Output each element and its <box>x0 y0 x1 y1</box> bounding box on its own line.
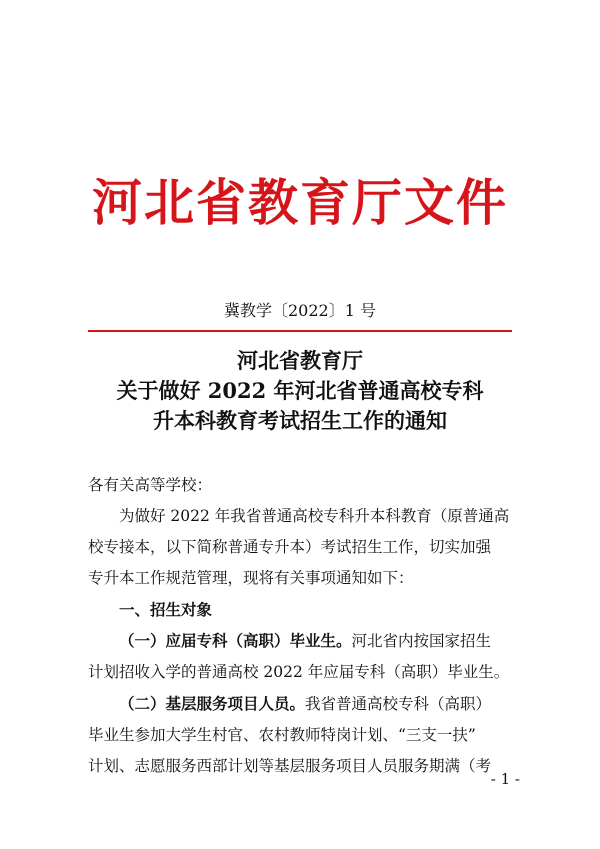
item-2-label: （二）基层服务项目人员。 <box>119 694 306 713</box>
red-divider-line <box>88 330 512 332</box>
item-2-line-3: 计划、志愿服务西部计划等基层服务项目人员服务期满（考 <box>88 757 492 775</box>
item-2-text: 我省普通高校专科（高职） <box>305 695 492 713</box>
item-1-label: （一）应届专科（高职）毕业生。 <box>119 631 352 650</box>
intro-paragraph-line-2: 校专接本，以下简称普通专升本）考试招生工作，切实加强 <box>88 538 492 556</box>
item-1-line-1 <box>88 625 516 657</box>
intro-paragraph-line-3: 专升本工作规范管理，现将有关事项通知如下： <box>88 569 414 587</box>
section-heading-recruitment-targets: 一、招生对象 <box>119 600 213 619</box>
notice-title-line-3: 升本科教育考试招生工作的通知 <box>153 408 447 433</box>
notice-title <box>0 346 600 436</box>
document-header-title: 河北省教育厅文件 <box>92 173 508 232</box>
notice-title-line-1: 河北省教育厅 <box>237 348 363 373</box>
document-number: 冀教学〔2022〕1 号 <box>224 301 376 320</box>
notice-title-line-2: 关于做好 2022 年河北省普通高校专科 <box>116 378 484 403</box>
page-number: - 1 - <box>490 770 520 788</box>
item-2-line-2: 毕业生参加大学生村官、农村教师特岗计划、“三支一扶” <box>88 726 476 744</box>
salutation: 各有关高等学校： <box>88 476 213 494</box>
item-2-line-1 <box>88 688 516 720</box>
item-1-text: 河北省内按国家招生 <box>351 632 492 650</box>
intro-paragraph-line-1: 为做好 2022 年我省普通高校专科升本科教育（原普通高 <box>119 507 510 525</box>
document-body <box>88 470 516 782</box>
item-1-line-2: 计划招收入学的普通高校 2022 年应届专科（高职）毕业生。 <box>88 663 510 681</box>
